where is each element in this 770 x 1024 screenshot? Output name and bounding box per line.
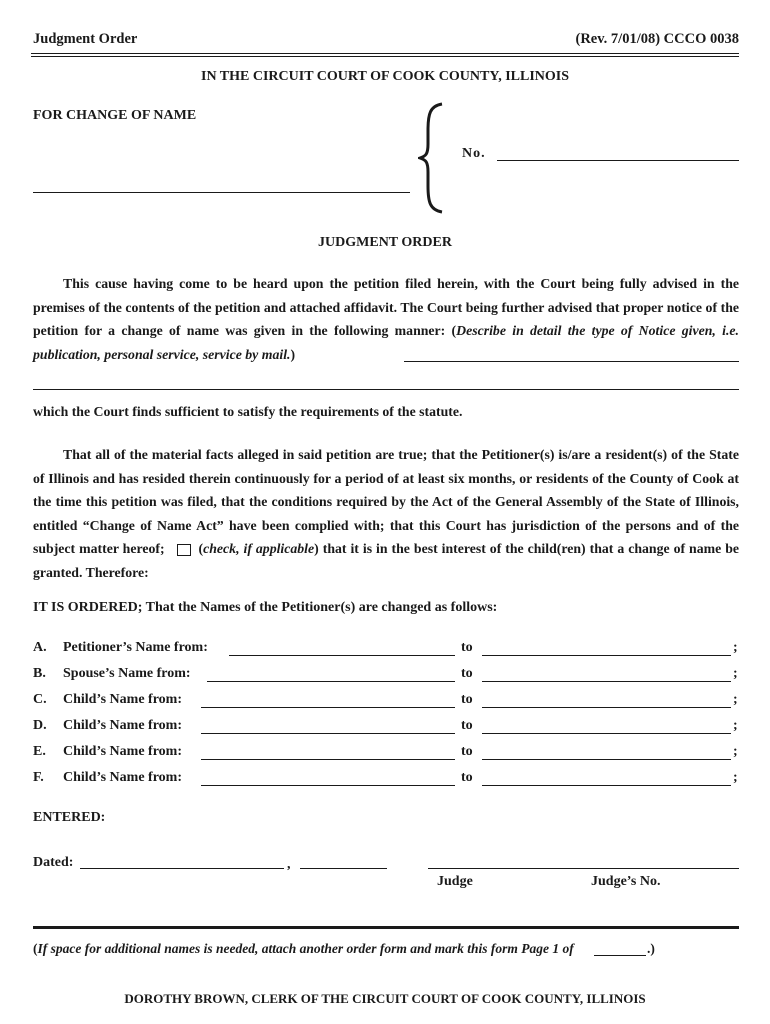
name-from-field[interactable]	[201, 707, 455, 708]
findings-paragraph	[33, 443, 739, 584]
name-from-field[interactable]	[201, 759, 455, 760]
name-row-b	[33, 666, 743, 686]
name-from-field[interactable]	[207, 681, 455, 682]
notice-instruction: Describe in detail the type of Notice given, i.e. publication, personal service, service by mail.	[33, 323, 739, 362]
header-rule-bottom	[31, 56, 739, 57]
name-row-d	[33, 718, 743, 738]
notice-tail: which the Court finds sufficient to satisfy the requirements of the statute.	[33, 404, 463, 419]
row-end: ;	[733, 770, 738, 785]
name-to-field[interactable]	[482, 759, 731, 760]
petitioner-name-field[interactable]	[33, 192, 410, 193]
notice-field-line-1[interactable]	[404, 361, 739, 362]
judge-label: Judge	[437, 874, 473, 889]
notice-field-line-2[interactable]	[33, 389, 739, 390]
form-name: Judgment Order	[33, 31, 138, 47]
clerk-line: DOROTHY BROWN, CLERK OF THE CIRCUIT COURT OF COOK COUNTY, ILLINOIS	[124, 991, 646, 1006]
name-to-field[interactable]	[482, 681, 731, 682]
row-end: ;	[733, 692, 738, 707]
row-to: to	[461, 744, 473, 759]
name-from-field[interactable]	[229, 655, 455, 656]
footnote-open: (	[33, 941, 38, 956]
row-letter: E.	[33, 744, 46, 759]
row-letter: D.	[33, 718, 47, 733]
child-interest-checkbox[interactable]	[177, 544, 191, 556]
name-to-field[interactable]	[482, 733, 731, 734]
row-to: to	[461, 640, 473, 655]
name-from-field[interactable]	[201, 785, 455, 786]
page-count-field[interactable]	[594, 955, 646, 956]
ordered-heading: IT IS ORDERED; That the Names of the Petitioner(s) are changed as follows:	[33, 600, 498, 615]
name-row-e	[33, 744, 743, 764]
row-end: ;	[733, 718, 738, 733]
check-note-close: )	[314, 541, 319, 556]
footnote-text: If space for additional names is needed, attach another order form and mark this form Page 1 of	[37, 941, 574, 956]
header-rule-top	[31, 53, 739, 54]
form-revision: (Rev. 7/01/08) CCCO 0038	[575, 31, 739, 47]
name-to-field[interactable]	[482, 655, 731, 656]
caption-label: FOR CHANGE OF NAME	[33, 108, 197, 123]
name-from-field[interactable]	[201, 733, 455, 734]
row-label: Child’s Name from:	[63, 692, 182, 707]
name-to-field[interactable]	[482, 785, 731, 786]
year-field[interactable]	[300, 868, 387, 869]
row-label: Child’s Name from:	[63, 770, 182, 785]
caption-brace	[418, 102, 452, 214]
row-end: ;	[733, 744, 738, 759]
notice-paragraph	[33, 272, 739, 366]
row-label: Child’s Name from:	[63, 718, 182, 733]
date-comma: ,	[287, 857, 291, 872]
row-end: ;	[733, 666, 738, 681]
row-to: to	[461, 770, 473, 785]
check-note: check, if applicable	[203, 541, 315, 556]
check-note-open: (	[198, 541, 204, 556]
judge-no-label: Judge’s No.	[591, 874, 661, 889]
notice-text: This cause having come to be heard upon the petition filed herein, with the Court being fully advised in the premises of the contents of the petition and attached affidavit. The Court being further advised that proper notice of the petition for a change of name was given in the following manner: (	[33, 276, 739, 338]
footer-rule	[33, 926, 739, 929]
entered-label: ENTERED:	[33, 810, 106, 825]
name-to-field[interactable]	[482, 707, 731, 708]
row-letter: A.	[33, 640, 47, 655]
findings-text-a: That all of the material facts alleged in said petition are true; that the Petitioner(s) is/are a resident(s) of the State of Illinois and has resided therein continuously for a period of at least six months, or residents of the County of Cook at the time this petition was filed, that the conditions required by the Act of the General Assembly of the State of Illinois, entitled “Change of Name Act” have been complied with; that this Court has jurisdiction of the persons and of the subject matter hereof;	[33, 447, 739, 556]
doc-title: JUDGMENT ORDER	[318, 235, 452, 250]
row-letter: B.	[33, 666, 46, 681]
row-to: to	[461, 692, 473, 707]
dated-label: Dated:	[33, 855, 74, 870]
case-no-label: No.	[462, 146, 486, 161]
name-row-f	[33, 770, 743, 790]
row-to: to	[461, 666, 473, 681]
row-label: Petitioner’s Name from:	[63, 640, 208, 655]
row-label: Child’s Name from:	[63, 744, 182, 759]
footnote	[33, 941, 574, 957]
row-letter: C.	[33, 692, 47, 707]
name-row-a	[33, 640, 743, 660]
row-label: Spouse’s Name from:	[63, 666, 191, 681]
date-field[interactable]	[80, 868, 284, 869]
court-title: IN THE CIRCUIT COURT OF COOK COUNTY, ILLINOIS	[201, 69, 569, 84]
row-end: ;	[733, 640, 738, 655]
footnote-close: .)	[647, 941, 655, 956]
case-no-field[interactable]	[497, 160, 739, 161]
notice-close: )	[290, 346, 296, 362]
findings-text-b: that it is in the best interest of the child(ren) that a change of name be granted. Therefore:	[33, 541, 740, 580]
row-to: to	[461, 718, 473, 733]
name-row-c	[33, 692, 743, 712]
judge-signature-field[interactable]	[428, 868, 739, 869]
row-letter: F.	[33, 770, 44, 785]
